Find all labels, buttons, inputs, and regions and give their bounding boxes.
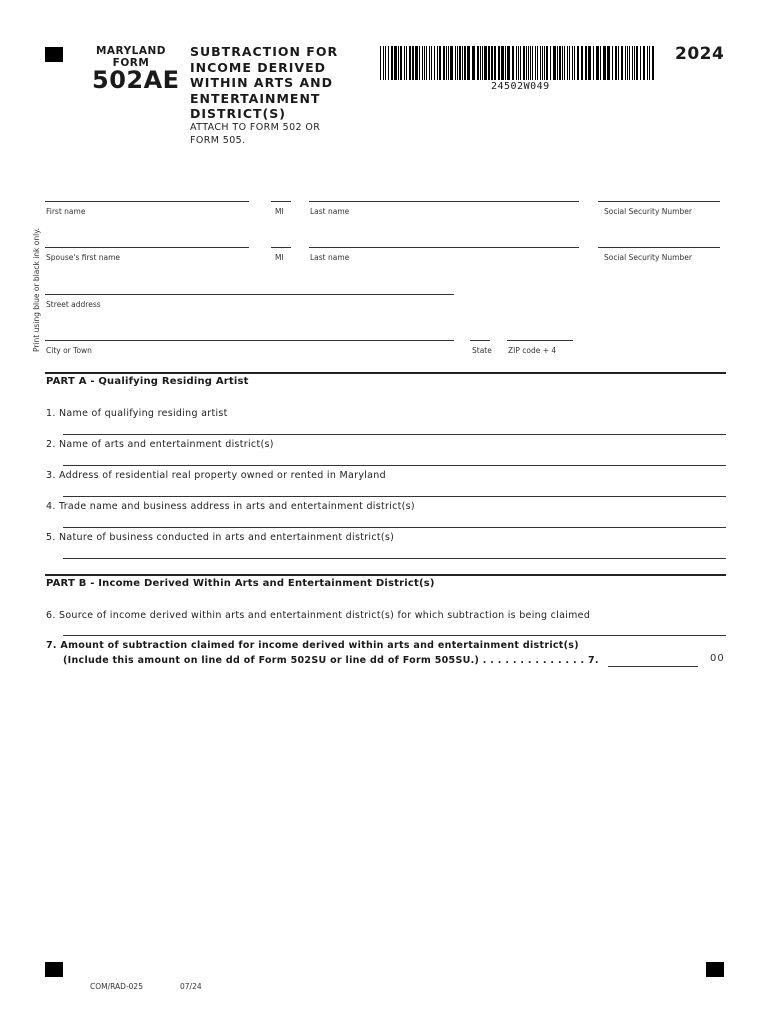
title-line: INCOME DERIVED <box>190 59 327 75</box>
ssn-field[interactable] <box>598 201 720 202</box>
attach-line: FORM 505. <box>190 134 246 146</box>
spouse-first-name-label: Spouse's first name <box>46 253 121 262</box>
state-label: State <box>472 346 492 355</box>
spouse-first-name-field[interactable] <box>45 247 249 248</box>
line-6-label: 6. Source of income derived within arts and entertainment district(s) for which subtraction is being claimed <box>46 610 591 621</box>
state-field[interactable] <box>470 340 490 341</box>
form-number: 502AE <box>92 66 180 94</box>
city-label: City or Town <box>46 346 92 355</box>
part-a-divider <box>45 372 726 374</box>
spouse-last-name-label: Last name <box>310 253 350 262</box>
city-field[interactable] <box>45 340 454 341</box>
line-1-label: 1. Name of qualifying residing artist <box>46 408 228 419</box>
street-address-label: Street address <box>46 300 101 309</box>
spouse-ssn-label: Social Security Number <box>604 253 692 262</box>
ink-instruction: Print using blue or black ink only. <box>32 228 41 352</box>
title-line: SUBTRACTION FOR <box>190 44 339 59</box>
line-2-field[interactable] <box>63 465 726 466</box>
ssn-label: Social Security Number <box>604 207 692 216</box>
first-name-field[interactable] <box>45 201 249 202</box>
line-7-label: 7. Amount of subtraction claimed for income derived within arts and entertainment district(s) <box>46 640 579 651</box>
spouse-last-name-field[interactable] <box>309 247 579 248</box>
form-word: FORM <box>112 57 150 69</box>
part-b-title: PART B - Income Derived Within Arts and Entertainment District(s) <box>46 578 435 589</box>
tax-year: 2024 <box>675 44 725 64</box>
barcode-image <box>380 46 656 82</box>
line-3-field[interactable] <box>63 496 726 497</box>
spouse-mi-field[interactable] <box>271 247 291 248</box>
street-address-field[interactable] <box>45 294 454 295</box>
attach-line: ATTACH TO FORM 502 OR <box>190 122 321 133</box>
zip-field[interactable] <box>507 340 573 341</box>
line-1-field[interactable] <box>63 434 726 435</box>
line-2-label: 2. Name of arts and entertainment district(s) <box>46 439 274 450</box>
line-4-label: 4. Trade name and business address in arts and entertainment district(s) <box>46 501 415 512</box>
spouse-mi-label: MI <box>275 253 284 262</box>
line-7-amount-field[interactable] <box>608 666 698 667</box>
attach-instruction <box>190 122 320 147</box>
part-a-title: PART A - Qualifying Residing Artist <box>46 376 249 387</box>
form-code: COM/RAD-025 <box>90 982 143 991</box>
first-name-label: First name <box>46 207 86 216</box>
line-6-field[interactable] <box>63 635 726 636</box>
registration-mark-bottom-right <box>706 962 724 977</box>
registration-mark-bottom-left <box>45 962 63 977</box>
revision-date: 07/24 <box>180 982 202 991</box>
title-line: ENTERTAINMENT <box>190 90 321 106</box>
line-5-field[interactable] <box>63 558 726 559</box>
line-4-field[interactable] <box>63 527 726 528</box>
last-name-label: Last name <box>310 207 350 216</box>
barcode-number: 24502W049 <box>491 81 550 92</box>
line-7-cents: 00 <box>710 653 725 664</box>
line-5-label: 5. Nature of business conducted in arts and entertainment district(s) <box>46 532 395 543</box>
registration-mark-top-left <box>45 47 63 62</box>
title-line: WITHIN ARTS AND <box>190 75 334 90</box>
mi-field[interactable] <box>271 201 291 202</box>
last-name-field[interactable] <box>309 201 579 202</box>
line-7-instruction: (Include this amount on line dd of Form 502SU or line dd of Form 505SU.) . . . . . . . . . . . . . . 7. <box>63 655 599 666</box>
zip-label: ZIP code + 4 <box>508 346 557 355</box>
line-3-label: 3. Address of residential real property owned or rented in Maryland <box>46 470 386 481</box>
state-name: MARYLAND <box>95 45 166 57</box>
title-line: DISTRICT(S) <box>190 106 286 121</box>
part-b-divider <box>45 574 726 576</box>
spouse-ssn-field[interactable] <box>598 247 720 248</box>
form-title <box>190 44 338 122</box>
mi-label: MI <box>275 207 284 216</box>
